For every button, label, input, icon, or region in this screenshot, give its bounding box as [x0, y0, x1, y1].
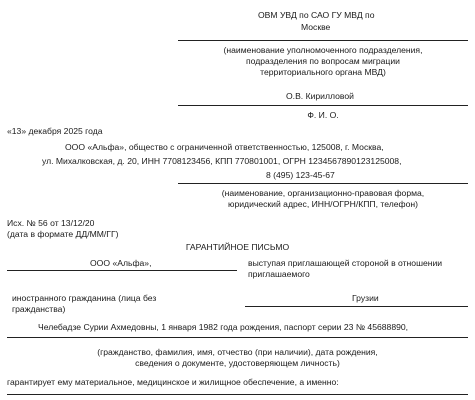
sender-underline	[178, 183, 468, 184]
inviting-text-line2: приглашаемого	[248, 269, 310, 279]
outgoing-number: Исх. № 56 от 13/12/20	[7, 218, 95, 228]
recipient-org-line1: ОВМ УВД по САО ГУ МВД по	[258, 10, 375, 20]
citizen-country: Грузии	[352, 293, 379, 303]
inviting-company: ООО «Альфа»,	[90, 258, 152, 268]
recipient-person: О.В. Кирилловой	[286, 91, 354, 101]
sender-hint-line1: (наименование, организационно-правовая форма,	[221, 188, 425, 198]
document-date: «13» декабря 2025 года	[7, 126, 103, 136]
sender-line2: ул. Михалковская, д. 20, ИНН 7708123456, КПП 770801001, ОГРН 1234567890123125008,	[42, 156, 402, 166]
inviting-company-underline	[7, 270, 237, 271]
citizen-line2: гражданства)	[12, 304, 66, 314]
recipient-org-underline	[178, 40, 468, 41]
recipient-org-line2: Москве	[301, 22, 331, 32]
citizen-country-underline	[245, 306, 468, 307]
recipient-org-hint-line3: территориального органа МВД)	[260, 67, 386, 77]
recipient-org-hint-line2: подразделения по вопросам миграции	[246, 56, 400, 66]
recipient-person-hint: Ф. И. О.	[307, 110, 339, 120]
guarantee-underline	[7, 394, 468, 395]
sender-line1: ООО «Альфа», общество с ограниченной ответственностью, 125008, г. Москва,	[65, 142, 384, 152]
outgoing-date-format-hint: (дата в формате ДД/ММ/ГГ)	[7, 229, 119, 239]
guarantee-text: гарантирует ему материальное, медицинское и жилищное обеспечение, а именно:	[7, 377, 339, 387]
document-title: ГАРАНТИЙНОЕ ПИСЬМО	[185, 242, 290, 252]
recipient-org-hint-line1: (наименование уполномоченного подразделения,	[223, 45, 423, 55]
person-hint-line1: (гражданство, фамилия, имя, отчество (при наличии), дата рождения,	[97, 347, 378, 357]
recipient-person-underline	[178, 105, 468, 106]
citizen-line1: иностранного гражданина (лица без	[12, 293, 157, 303]
inviting-text-line1: выступая приглашающей стороной в отношении	[248, 258, 443, 268]
person-hint-line2: сведения о документе, удостоверяющем личность)	[135, 358, 340, 368]
person-details-underline	[7, 337, 468, 338]
sender-line3: 8 (495) 123-45-67	[266, 170, 335, 180]
sender-hint-line2: юридический адрес, ИНН/ОГРН/КПП, телефон)	[228, 199, 418, 209]
person-details: Челебадзе Сурии Ахмедовны, 1 января 1982 года рождения, паспорт серии 23 № 45688890,	[38, 322, 409, 332]
